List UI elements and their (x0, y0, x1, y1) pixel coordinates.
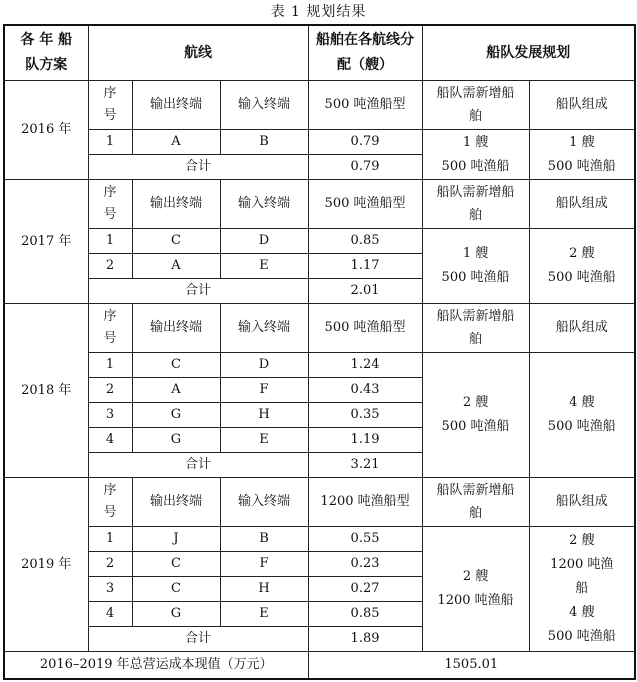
route-value: 0.79 (308, 130, 422, 155)
route-to: B (220, 527, 308, 552)
route-value: 0.43 (308, 378, 422, 403)
route-from: C (132, 229, 220, 254)
year-subheader-row (4, 478, 635, 527)
cell-line: 1200 吨渔船 (437, 593, 514, 608)
route-from: J (132, 527, 220, 552)
table-body (4, 81, 635, 652)
cell-line: 500 吨渔船 (547, 419, 616, 434)
cell-line: 500 吨渔船 (547, 270, 616, 285)
route-no: 2 (88, 552, 132, 577)
route-value: 1.17 (308, 254, 422, 279)
route-from: G (132, 602, 220, 627)
route-to: E (220, 428, 308, 453)
composition (529, 229, 635, 304)
col-seq-label: 序号 (103, 185, 117, 222)
new-ships (422, 353, 529, 478)
cell-line: 2 艘 (462, 395, 489, 410)
col-from: 输出终端 (132, 81, 220, 130)
cell-line: 2 艘 (462, 569, 489, 584)
route-from: A (132, 254, 220, 279)
route-row (4, 527, 635, 552)
route-from: G (132, 428, 220, 453)
col-composition: 船队组成 (529, 304, 635, 353)
footer-value: 1505.01 (308, 652, 635, 680)
header-fleet-plan: 船队发展规划 (422, 25, 635, 81)
composition (529, 527, 635, 652)
header-row (4, 25, 635, 81)
col-seq (88, 304, 132, 353)
route-value: 0.23 (308, 552, 422, 577)
total-label: 合计 (88, 155, 308, 180)
cell-line: 4 艘 (569, 395, 595, 410)
route-from: C (132, 577, 220, 602)
total-label: 合计 (88, 627, 308, 652)
header-allocation: 船舶在各航线分配（艘） (308, 25, 422, 81)
col-to: 输入终端 (220, 81, 308, 130)
route-no: 1 (88, 229, 132, 254)
route-to: F (220, 552, 308, 577)
route-value: 0.35 (308, 403, 422, 428)
new-ships (422, 130, 529, 180)
route-no: 1 (88, 527, 132, 552)
route-no: 1 (88, 130, 132, 155)
route-no: 3 (88, 403, 132, 428)
total-label: 合计 (88, 279, 308, 304)
table-caption: 表 1 规划结果 (270, 4, 367, 20)
cell-line: 船 (575, 581, 589, 596)
col-to: 输入终端 (220, 304, 308, 353)
route-value: 0.85 (308, 602, 422, 627)
col-need-new (422, 81, 529, 130)
route-row (4, 229, 635, 254)
route-value: 1.24 (308, 353, 422, 378)
total-value: 0.79 (308, 155, 422, 180)
col-seq (88, 81, 132, 130)
route-to: D (220, 229, 308, 254)
route-no: 4 (88, 428, 132, 453)
year-label: 2019 年 (4, 478, 88, 652)
col-from: 输出终端 (132, 478, 220, 527)
cell-line: 2 艘 (569, 533, 595, 548)
header-scheme: 各 年 船 队方案 (4, 25, 88, 81)
col-from: 输出终端 (132, 180, 220, 229)
route-to: H (220, 403, 308, 428)
col-need-new (422, 478, 529, 527)
col-to: 输入终端 (220, 478, 308, 527)
route-no: 2 (88, 254, 132, 279)
col-from: 输出终端 (132, 304, 220, 353)
col-seq (88, 180, 132, 229)
route-from: A (132, 378, 220, 403)
cell-line: 500 吨渔船 (441, 419, 510, 434)
total-value: 2.01 (308, 279, 422, 304)
new-ships (422, 229, 529, 304)
year-label: 2018 年 (4, 304, 88, 478)
col-ship-type: 500 吨渔船型 (308, 304, 422, 353)
route-row (4, 353, 635, 378)
col-need-new (422, 304, 529, 353)
total-label: 合计 (88, 453, 308, 478)
col-ship-type: 500 吨渔船型 (308, 81, 422, 130)
col-seq-label: 序号 (103, 86, 117, 123)
col-composition: 船队组成 (529, 180, 635, 229)
footer-row (4, 652, 635, 680)
total-value: 1.89 (308, 627, 422, 652)
cell-line: 500 吨渔船 (441, 158, 510, 174)
cell-line: 1 艘 (462, 246, 489, 261)
route-from: C (132, 353, 220, 378)
route-value: 0.27 (308, 577, 422, 602)
col-need-new (422, 180, 529, 229)
composition (529, 353, 635, 478)
route-from: A (132, 130, 220, 155)
footer-label: 2016–2019 年总营运成本现值（万元） (4, 652, 308, 680)
col-ship-type: 1200 吨渔船型 (308, 478, 422, 527)
cell-line: 1 艘 (462, 134, 489, 150)
route-value: 0.85 (308, 229, 422, 254)
route-no: 3 (88, 577, 132, 602)
year-label: 2017 年 (4, 180, 88, 304)
cell-line: 500 吨渔船 (547, 629, 616, 644)
new-ships (422, 527, 529, 652)
col-seq-label: 序号 (103, 483, 117, 520)
route-no: 4 (88, 602, 132, 627)
route-to: B (220, 130, 308, 155)
route-to: D (220, 353, 308, 378)
cell-line: 500 吨渔船 (441, 270, 510, 285)
total-value: 3.21 (308, 453, 422, 478)
route-value: 0.55 (308, 527, 422, 552)
col-composition: 船队组成 (529, 81, 635, 130)
col-composition: 船队组成 (529, 478, 635, 527)
col-need-new-label: 船队需新增船舶 (436, 185, 515, 223)
col-to: 输入终端 (220, 180, 308, 229)
cell-line: 4 艘 (569, 605, 595, 620)
cell-line: 1200 吨渔 (550, 557, 614, 572)
col-need-new-label: 船队需新增船舶 (436, 483, 515, 521)
year-label: 2016 年 (4, 81, 88, 180)
cell-line: 500 吨渔船 (547, 158, 616, 174)
route-to: F (220, 378, 308, 403)
route-no: 2 (88, 378, 132, 403)
col-need-new-label: 船队需新增船舶 (436, 309, 515, 347)
header-route: 航线 (88, 25, 308, 81)
year-subheader-row (4, 180, 635, 229)
col-need-new-label: 船队需新增船舶 (436, 86, 515, 124)
route-to: H (220, 577, 308, 602)
route-from: G (132, 403, 220, 428)
route-no: 1 (88, 353, 132, 378)
composition (529, 130, 635, 180)
planning-results-table (3, 24, 636, 680)
route-value: 1.19 (308, 428, 422, 453)
col-seq (88, 478, 132, 527)
route-row (4, 130, 635, 155)
year-subheader-row (4, 304, 635, 353)
cell-line: 2 艘 (569, 246, 595, 261)
route-to: E (220, 602, 308, 627)
year-subheader-row (4, 81, 635, 130)
route-from: C (132, 552, 220, 577)
cell-line: 1 艘 (569, 134, 595, 150)
col-ship-type: 500 吨渔船型 (308, 180, 422, 229)
route-to: E (220, 254, 308, 279)
col-seq-label: 序号 (103, 309, 117, 346)
